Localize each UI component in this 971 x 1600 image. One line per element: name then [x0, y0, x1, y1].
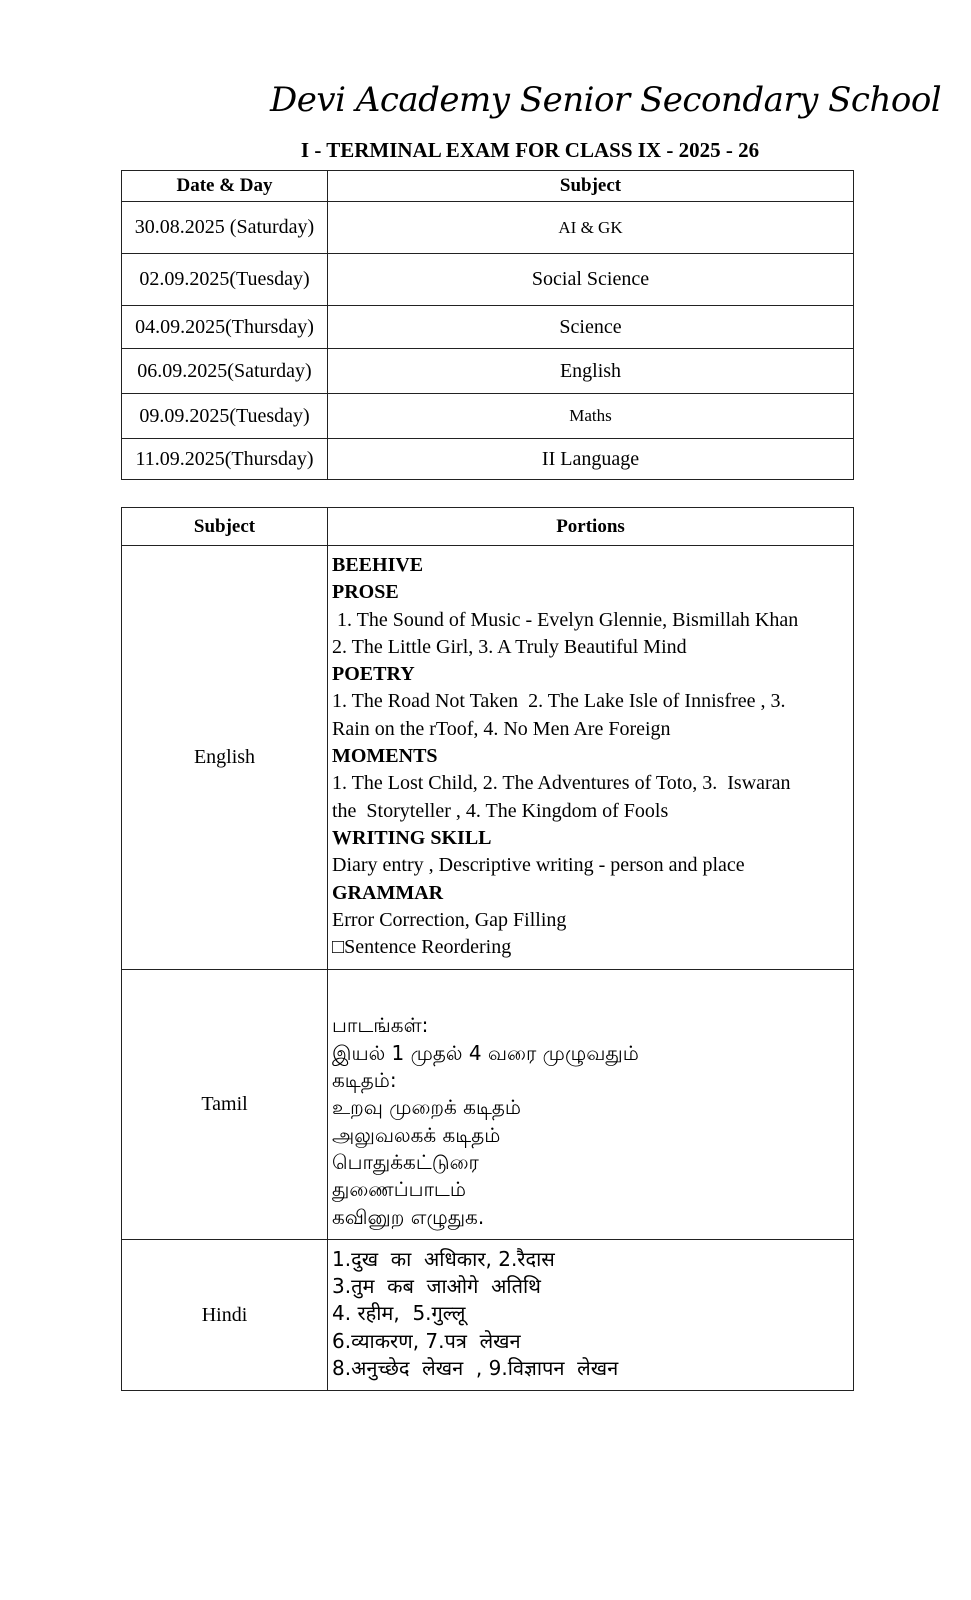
- section-heading: WRITING SKILL: [332, 826, 492, 849]
- portion-line: 1.दुख का अधिकार, 2.रैदास: [332, 1246, 555, 1271]
- schedule-row: [122, 202, 854, 254]
- exam-date: 11.09.2025(Thursday): [122, 439, 328, 480]
- portion-subject: Hindi: [122, 1239, 328, 1390]
- exam-date: 09.09.2025(Tuesday): [122, 394, 328, 439]
- exam-date: 06.09.2025(Saturday): [122, 349, 328, 394]
- exam-subject: II Language: [328, 439, 854, 480]
- schedule-row: [122, 439, 854, 480]
- portion-line: 1. The Road Not Taken 2. The Lake Isle of Innisfree , 3.: [332, 690, 786, 713]
- portion-line: 1. The Sound of Music - Evelyn Glennie, Bismillah Khan: [332, 608, 799, 631]
- portion-line: Rain on the rToof, 4. No Men Are Foreign: [332, 717, 671, 740]
- portion-line: 3.तुम कब जाओगे अतिथि: [332, 1274, 541, 1299]
- section-heading: GRAMMAR: [332, 881, 444, 904]
- portion-line: 4. रहीम, 5.गुल्लू: [332, 1301, 466, 1326]
- portion-line: கவினுற எழுதுக.: [332, 1204, 485, 1229]
- exam-subject: Social Science: [328, 254, 854, 306]
- schedule-row: [122, 349, 854, 394]
- portion-line: Error Correction, Gap Filling: [332, 908, 567, 931]
- schedule-row: [122, 394, 854, 439]
- portion-line: Diary entry , Descriptive writing - person and place: [332, 854, 745, 877]
- portion-line: உறவு முறைக் கடிதம்: [332, 1095, 521, 1120]
- schedule-row: [122, 254, 854, 306]
- column-header-subject: Subject: [122, 508, 328, 546]
- portion-line: 8.अनुच्छेद लेखन , 9.विज्ञापन लेखन: [332, 1356, 619, 1381]
- exam-title: I - TERMINAL EXAM FOR CLASS IX - 2025 - 26: [300, 138, 760, 162]
- section-heading: PROSE: [332, 581, 399, 604]
- portions-header-row: [122, 508, 854, 546]
- portion-subject: English: [122, 546, 328, 970]
- portion-subject: Tamil: [122, 970, 328, 1239]
- portion-line: 6.व्याकरण, 7.पत्र लेखन: [332, 1328, 521, 1353]
- exam-subject: English: [328, 349, 854, 394]
- schedule-header-row: [122, 171, 854, 202]
- column-header-subject: Subject: [328, 171, 854, 202]
- portion-line: துணைப்பாடம்: [332, 1177, 466, 1202]
- exam-date: 04.09.2025(Thursday): [122, 306, 328, 349]
- schedule-row: [122, 306, 854, 349]
- portion-line: கடிதம்:: [332, 1068, 397, 1093]
- portion-line: பாடங்கள்:: [332, 1013, 429, 1038]
- portions-row-tamil: [122, 970, 854, 1239]
- section-heading: BEEHIVE: [332, 554, 424, 576]
- column-header-portions: Portions: [328, 508, 854, 546]
- portion-content-hindi: [328, 1239, 854, 1390]
- exam-schedule-table: [121, 170, 854, 480]
- portion-line: 2. The Little Girl, 3. A Truly Beautiful Mind: [332, 635, 687, 658]
- portion-line: பொதுக்கட்டுரை: [332, 1149, 479, 1174]
- portion-line: அலுவலகக் கடிதம்: [332, 1122, 501, 1147]
- exam-date: 30.08.2025 (Saturday): [122, 202, 328, 254]
- portion-line: 1. The Lost Child, 2. The Adventures of Toto, 3. Iswaran: [332, 772, 791, 795]
- exam-date: 02.09.2025(Tuesday): [122, 254, 328, 306]
- exam-subject: AI & GK: [328, 202, 854, 254]
- portions-row-hindi: [122, 1239, 854, 1390]
- section-heading: POETRY: [332, 663, 415, 686]
- portion-line: the Storyteller , 4. The Kingdom of Fools: [332, 799, 669, 822]
- portion-line: இயல் 1 முதல் 4 வரை முழுவதும்: [332, 1040, 639, 1065]
- portion-line: □Sentence Reordering: [332, 936, 512, 959]
- portion-content-tamil: [328, 970, 854, 1239]
- column-header-date: Date & Day: [122, 171, 328, 202]
- portions-table: [121, 507, 854, 1391]
- school-name: Devi Academy Senior Secondary School: [270, 80, 942, 120]
- exam-subject: Science: [328, 306, 854, 349]
- portion-content-english: [328, 546, 854, 970]
- section-heading: MOMENTS: [332, 745, 438, 768]
- exam-subject: Maths: [328, 394, 854, 439]
- portions-row-english: [122, 546, 854, 970]
